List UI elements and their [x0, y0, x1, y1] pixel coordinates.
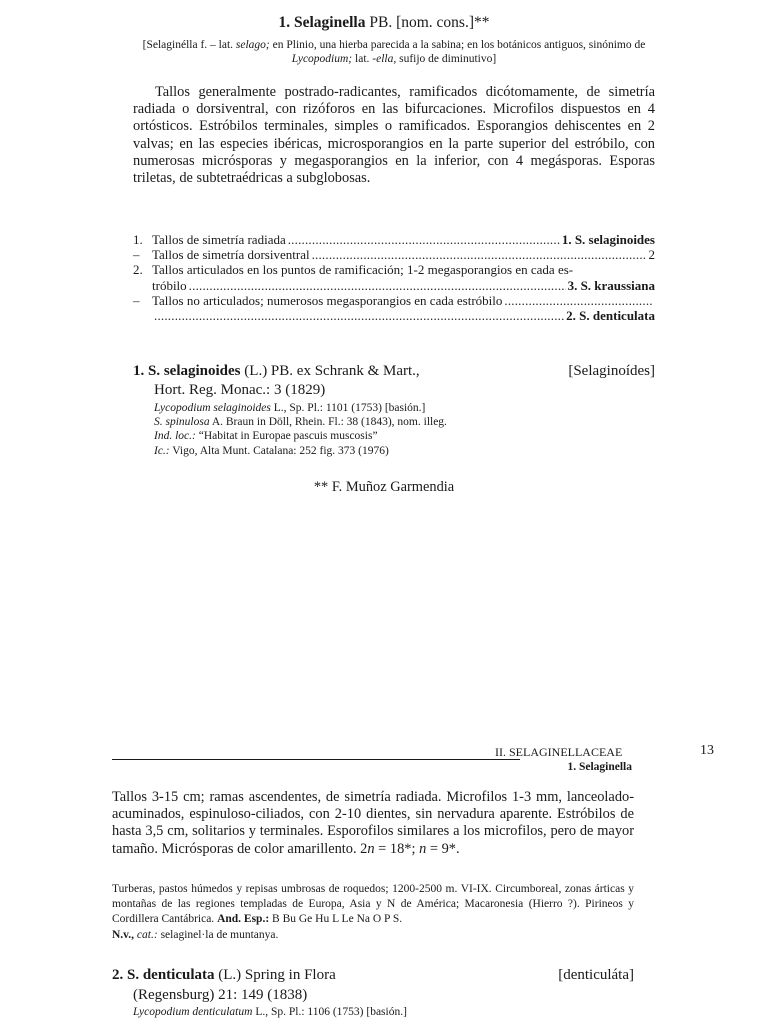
species-1-heading — [133, 362, 655, 400]
key-row — [133, 308, 655, 323]
key-text: Tallos articulados en los puntos de ramificación; 1-2 megasporangios en cada es- — [152, 262, 574, 278]
distribution-provinces: B Bu Ge Hu L Le Na O P S. — [269, 913, 403, 926]
distribution-text: Turberas, pastos húmedos y repisas umbrosas de roquedos; 1200-2500 m. VI-IX. Circumboreal, zonas árticas y montañas de las regiones templadas de Europa, Asia y N de América; Macaronesia (Hierro ?). Pirineos y Cordillera Cantábrica. — [112, 883, 634, 926]
synonym-line — [154, 415, 654, 429]
species-number: 1. — [133, 363, 145, 379]
key-result: 2 — [648, 247, 655, 263]
species-authority: (L.) PB. ex Schrank & Mart., — [244, 363, 420, 379]
vernacular-name: selaginel·la de muntanya. — [157, 928, 279, 941]
genus-number: 1. — [278, 14, 291, 31]
leader-dots — [312, 247, 647, 262]
key-result: 3. S. kraussiana — [567, 277, 655, 293]
genus-etymology — [130, 38, 658, 66]
synonym-reference: L., Sp. Pl.: 1106 (1753) [basión.] — [252, 1006, 407, 1018]
synonym-name: S. spinulosa — [154, 416, 210, 429]
key-number: – — [133, 292, 140, 308]
leader-dots — [504, 293, 653, 308]
identification-key — [133, 232, 655, 323]
description-text: Tallos 3-15 cm; ramas ascendentes, de simetría radiada. Microfilos 1-3 mm, lanceolado-acuminados, espinuloso-ciliados, con 2-10 dientes, sin nervadura aparente. Estróbilos de hasta 3,5 cm, solitarios y terminales. Esporofilos similares a los microfilos, pero de mayor tamaño. Micrósporas de color amarillento. 2 — [112, 789, 634, 857]
icon-ref-line — [154, 444, 654, 458]
footnote-marker: ** — [473, 14, 490, 31]
species-name: S. denticulata — [127, 967, 215, 983]
key-result: 1. S. selaginoides — [561, 232, 655, 247]
species-etymology: [denticuláta] — [558, 967, 634, 983]
locus-label: Ind. loc.: — [154, 430, 196, 443]
etymology-italic: Lycopodium; — [291, 53, 353, 65]
icon-ref-text: Vigo, Alta Munt. Catalana: 252 fig. 373 (1976) — [169, 444, 389, 457]
genus-description: Tallos generalmente postrado-radicantes, ramificados dicótomamente, de simetría radiada o dorsiventral, con rizóforos en las bifurcaciones. Microfilos dispuestos en 4 ortósticos. Estróbilos terminales, simples o ramificados. Esporangios dehiscentes en 2 valvas; en las especies ibéricas, microsporangios en la parte superior del estróbilo, con numerosas micrósporas y megasporangios en la inferior, con 4 megásporas. Esporas triletas, de subtetraédricas a subglobosas. — [133, 84, 655, 187]
genus-title — [0, 14, 768, 32]
etymology-text: en Plinio, una hierba parecida a la sabina; en los botánicos antiguos, sinónimo de — [269, 39, 646, 51]
key-result: 2. S. denticulata — [566, 308, 655, 324]
header-rule — [112, 759, 520, 760]
species-reference: (Regensburg) 21: 149 (1838) — [133, 986, 308, 1003]
species-number: 2. — [112, 967, 124, 983]
species-1-synonyms — [154, 401, 654, 458]
key-row — [133, 262, 655, 277]
genus-name: Selaginella — [294, 14, 366, 31]
locus-line — [154, 429, 654, 443]
etymology-italic: selago; — [235, 39, 270, 51]
key-row — [133, 278, 655, 293]
key-text: Tallos de simetría radiada — [152, 232, 286, 247]
key-number: 2. — [133, 262, 143, 278]
leader-dots — [288, 232, 560, 247]
synonym-name: Lycopodium denticulatum — [133, 1006, 253, 1018]
species-name: S. selaginoides — [148, 363, 241, 379]
synonym-reference: L., Sp. Pl.: 1101 (1753) [basión.] — [270, 402, 426, 414]
key-row — [133, 293, 655, 308]
leader-dots — [189, 278, 566, 293]
key-number: 1. — [133, 232, 143, 247]
etymology-text: lat. - — [352, 53, 377, 65]
key-text: Tallos de simetría dorsiventral — [152, 247, 310, 263]
species-authority: (L.) Spring in Flora — [218, 967, 336, 983]
species-1-description — [112, 789, 634, 858]
key-row — [133, 232, 655, 247]
key-number: – — [133, 247, 140, 263]
synonym-name: Lycopodium selaginoides — [154, 402, 271, 414]
vernacular-label: N.v., — [112, 928, 135, 941]
description-text: = 18*; — [374, 840, 420, 857]
leader-dots — [154, 308, 564, 323]
running-header-section: II. SELAGINELLACEAE — [495, 745, 623, 759]
etymology-text: [Selaginélla f. – lat. — [142, 39, 236, 51]
distribution-label: And. Esp.: — [217, 913, 270, 926]
key-row — [133, 247, 655, 262]
species-2-synonyms — [133, 1006, 633, 1018]
genus-authority: PB. [nom. cons.] — [369, 14, 474, 31]
species-1-distribution — [112, 882, 634, 943]
icon-ref-label: Ic.: — [154, 444, 170, 457]
species-etymology: [Selaginoídes] — [568, 363, 655, 379]
locus-text: “Habitat in Europae pascuis muscosis” — [195, 430, 378, 443]
key-text: Tallos no articulados; numerosos megasporangios en cada estróbilo — [152, 292, 503, 308]
species-2-heading — [112, 966, 634, 1005]
description-italic: n — [419, 840, 427, 857]
description-text: = 9*. — [426, 840, 460, 857]
running-header-genus: 1. Selaginella — [567, 761, 632, 773]
species-reference: Hort. Reg. Monac.: 3 (1829) — [154, 382, 326, 398]
description-italic: n — [367, 840, 375, 857]
etymology-text: sufijo de diminutivo] — [396, 53, 497, 65]
key-text: tróbilo — [152, 277, 187, 293]
language-label: cat.: — [136, 928, 158, 941]
synonym-line — [154, 401, 654, 415]
page-number: 13 — [700, 743, 714, 758]
etymology-italic: ella, — [376, 53, 397, 65]
author-footnote: ** F. Muñoz Garmendia — [313, 479, 455, 495]
synonym-reference: A. Braun in Döll, Rhein. Fl.: 38 (1843), nom. illeg. — [209, 416, 447, 429]
